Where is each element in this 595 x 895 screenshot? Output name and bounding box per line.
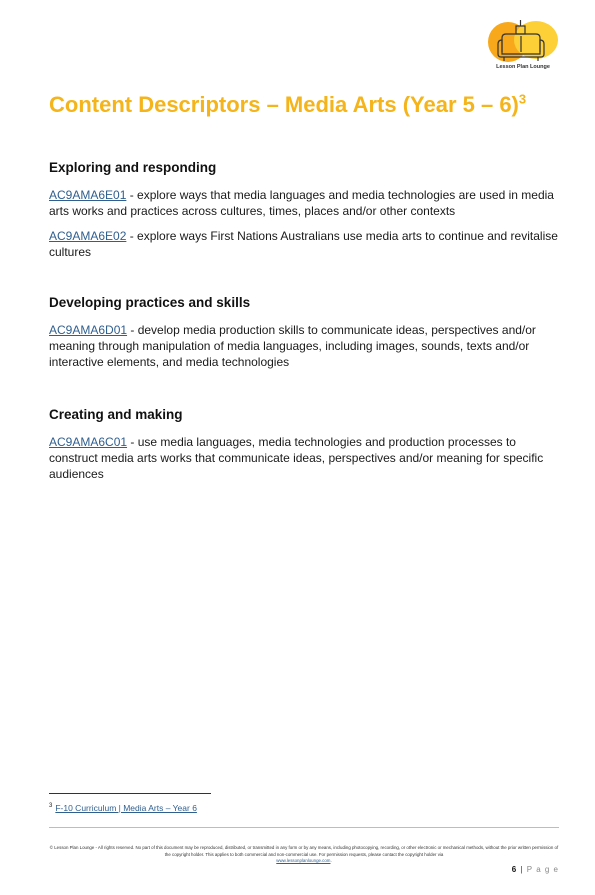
- descriptor-entry: [49, 322, 561, 370]
- page-number-separator: |: [517, 865, 527, 874]
- section-developing-practices: [49, 295, 561, 379]
- section-heading: Exploring and responding: [49, 160, 217, 175]
- section-heading: Developing practices and skills: [49, 295, 251, 310]
- title-footnote-ref[interactable]: 3: [518, 91, 527, 107]
- footnote-number: 3: [49, 803, 53, 810]
- section-creating-making: [49, 407, 561, 491]
- logo-caption: Lesson Plan Lounge: [496, 64, 550, 70]
- footer-divider: [49, 827, 559, 828]
- descriptor-text: - develop media production skills to communicate ideas, perspectives and/or meaning through manipulation of media languages, including images, sounds, texts and/or interactive elements, and media technologies: [49, 323, 536, 369]
- page-label: P a g e: [526, 865, 559, 874]
- descriptor-entry: [49, 434, 561, 482]
- page-title: [49, 92, 569, 118]
- descriptor-code-link[interactable]: AC9AMA6E01: [49, 188, 127, 202]
- section-exploring-responding: [49, 160, 561, 269]
- descriptor-code-link[interactable]: AC9AMA6C01: [49, 435, 128, 449]
- footnote: [49, 803, 197, 813]
- footer-website-link[interactable]: www.lessonplanlounge.com: [276, 858, 331, 863]
- footnote-link[interactable]: F-10 Curriculum | Media Arts – Year 6: [55, 803, 197, 813]
- page-number: [512, 865, 559, 874]
- page-number-value: 6: [511, 865, 518, 874]
- page-title-text: Content Descriptors – Media Arts (Year 5 – 6): [49, 92, 519, 117]
- descriptor-code-link[interactable]: AC9AMA6D01: [49, 323, 128, 337]
- footer-website-suffix: .: [330, 858, 332, 863]
- footer-copyright: [49, 845, 559, 865]
- descriptor-text: - explore ways First Nations Australians use media arts to continue and revitalise cultures: [49, 229, 558, 259]
- section-heading: Creating and making: [49, 407, 183, 422]
- copyright-text: © Lesson Plan Lounge - All rights reserved. No part of this document may be reproduced, distributed, or transmitted in any form or by any means, including photocopying, recording, or other electronic or mechanical methods, without the prior written permission of the copyright holder. This applies to both commercial and non-commercial use. For permission requests, please contact the copyright holder via: [49, 845, 559, 857]
- footnote-divider: [49, 793, 211, 794]
- descriptor-text: - explore ways that media languages and media technologies are used in media arts works and practices across cultures, times, places and/or other contexts: [49, 188, 554, 218]
- descriptor-code-link[interactable]: AC9AMA6E02: [49, 229, 127, 243]
- descriptor-entry: [49, 228, 561, 260]
- descriptor-entry: [49, 187, 561, 219]
- descriptor-text: - use media languages, media technologies and production processes to construct media arts works that communicate ideas, perspectives and/or meaning for specific audiences: [49, 435, 544, 481]
